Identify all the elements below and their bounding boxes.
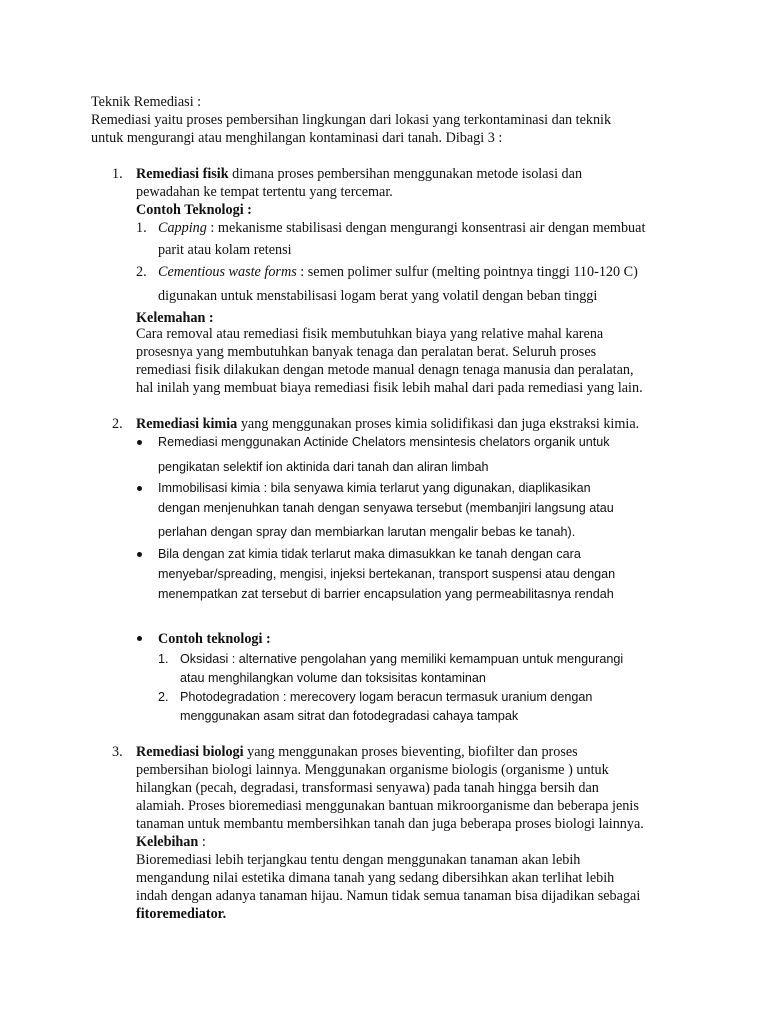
tech-1-text: : mekanisme stabilisasi dengan mengurangi konsentrasi air dengan membuat: [206, 220, 646, 236]
section-1-line-1: dimana proses pembersihan menggunakan metode isolasi dan: [228, 166, 583, 182]
advantages-heading-line: [136, 833, 206, 851]
intro-line-1: Remediasi yaitu proses pembersihan lingkungan dari lokasi yang terkontaminasi dan teknik: [91, 112, 612, 128]
doc-title: Teknik Remediasi :: [91, 94, 202, 110]
section-3-line-2: pembersihan biologi lainnya. Menggunakan organisme biologis (organisme ) untuk: [136, 762, 609, 778]
bullet-2-line-1: Immobilisasi kimia : bila senyawa kimia terlarut yang digunakan, diaplikasikan: [158, 481, 591, 495]
chem-tech-2-line-2: menggunakan asam sitrat dan fotodegradasi cahaya tampak: [180, 709, 519, 723]
section-2-number: 2.: [112, 416, 123, 432]
bullet-1-dot: [137, 440, 142, 445]
section-1-heading: Remediasi fisik: [136, 166, 229, 182]
section-1-number: 1.: [112, 166, 123, 182]
advantages-line-3: indah dengan adanya tanaman hijau. Namun tidak semua tanaman bisa dijadikan sebagai: [136, 888, 641, 904]
section-3-line-5: tanaman untuk membantu membersihkan tanah dan juga beberapa proses biologi lainnya.: [136, 816, 644, 832]
bullet-2-line-2: dengan menjenuhkan tanah dengan senyawa tersebut (membanjiri langsung atau: [158, 501, 614, 515]
weakness-label: Kelemahan :: [136, 310, 214, 326]
tech-1-line-2: parit atau kolam retensi: [158, 242, 292, 258]
tech-1-term: Capping: [158, 220, 207, 236]
intro-line-2: untuk mengurangi atau menghilangan kontaminasi dari tanah. Dibagi 3 :: [91, 130, 503, 146]
advantages-colon: :: [198, 834, 206, 850]
section-3-line-1: yang menggunakan proses bieventing, biofilter dan proses: [243, 744, 578, 760]
bullet-1-line-2: pengikatan selektif ion aktinida dari tanah dan aliran limbah: [158, 460, 489, 474]
tech-2-term: Cementious waste forms: [158, 264, 297, 280]
tech-1-number: 1.: [136, 220, 147, 236]
section-3-heading-line: [136, 743, 578, 761]
section-1-heading-line: [136, 165, 582, 183]
section-2-line-1: yang menggunakan proses kimia solidifikasi dan juga ekstraksi kimia.: [237, 416, 640, 432]
chem-tech-2-line-1: Photodegradation : merecovery logam beracun termasuk uranium dengan: [180, 690, 593, 704]
weakness-line-3: remediasi fisik dilakukan dengan metode manual denagn tenaga manusia dan peralatan,: [136, 362, 634, 378]
advantages-final-word: fitoremediator.: [136, 906, 227, 922]
bullet-3-line-1: Bila dengan zat kimia tidak terlarut maka dimasukkan ke tanah dengan cara: [158, 547, 581, 561]
advantages-line-2: mengandung nilai estetika dimana tanah yang sedang dibersihkan akan terlihat lebih: [136, 870, 615, 886]
tech-2-line-2: digunakan untuk menstabilisasi logam berat yang volatil dengan beban tinggi: [158, 288, 598, 304]
chem-tech-2-number: 2.: [158, 690, 169, 704]
bullet-3-line-2: menyebar/spreading, mengisi, injeksi bertekanan, transport suspensi atau dengan: [158, 567, 616, 581]
section-3-number: 3.: [112, 744, 123, 760]
chem-tech-1-number: 1.: [158, 652, 169, 666]
advantages-label: Kelebihan: [136, 834, 199, 850]
tech-1-line-1: [158, 219, 645, 237]
section-3-line-3: hilangkan (pecah, degradasi, transformasi senyawa) pada tanah hingga bersih dan: [136, 780, 599, 796]
bullet-4-dot: [137, 636, 142, 641]
bullet-2-dot: [137, 486, 142, 491]
advantages-line-1: Bioremediasi lebih terjangkau tentu dengan menggunakan tanaman akan lebih: [136, 852, 581, 868]
weakness-line-2: prosesnya yang membutuhkan banyak tenaga dan peralatan berat. Seluruh proses: [136, 344, 597, 360]
weakness-line-4: hal inilah yang membuat biaya remediasi fisik lebih mahal dari pada remediasi yang lain.: [136, 380, 643, 396]
tech-2-text: : semen polimer sulfur (melting pointnya tinggi 110-120 C): [296, 264, 638, 280]
bullet-2-line-3: perlahan dengan spray dan membiarkan larutan mengalir bebas ke tanah).: [158, 525, 576, 539]
chem-tech-1-line-1: Oksidasi : alternative pengolahan yang memiliki kemampuan untuk mengurangi: [180, 652, 624, 666]
section-2-tech-label: Contoh teknologi :: [158, 631, 271, 647]
section-2-heading-line: [136, 415, 639, 433]
bullet-1-line-1: Remediasi menggunakan Actinide Chelators mensintesis chelators organik untuk: [158, 435, 610, 449]
section-3-line-4: alamiah. Proses bioremediasi menggunakan bantuan mikroorganisme dan beberapa jenis: [136, 798, 639, 814]
section-2-heading: Remediasi kimia: [136, 416, 238, 432]
chem-tech-1-line-2: atau menghilangkan volume dan toksisitas kontaminan: [180, 671, 486, 685]
tech-2-line-1: [158, 263, 638, 281]
tech-2-number: 2.: [136, 264, 147, 280]
section-3-heading: Remediasi biologi: [136, 744, 244, 760]
bullet-3-dot: [137, 552, 142, 557]
section-1-tech-label: Contoh Teknologi :: [136, 202, 252, 218]
section-1-line-2: pewadahan ke tempat tertentu yang tercemar.: [136, 184, 393, 200]
weakness-line-1: Cara removal atau remediasi fisik membutuhkan biaya yang relative mahal karena: [136, 326, 604, 342]
bullet-3-line-3: menempatkan zat tersebut di barrier encapsulation yang permeabilitasnya rendah: [158, 587, 614, 601]
